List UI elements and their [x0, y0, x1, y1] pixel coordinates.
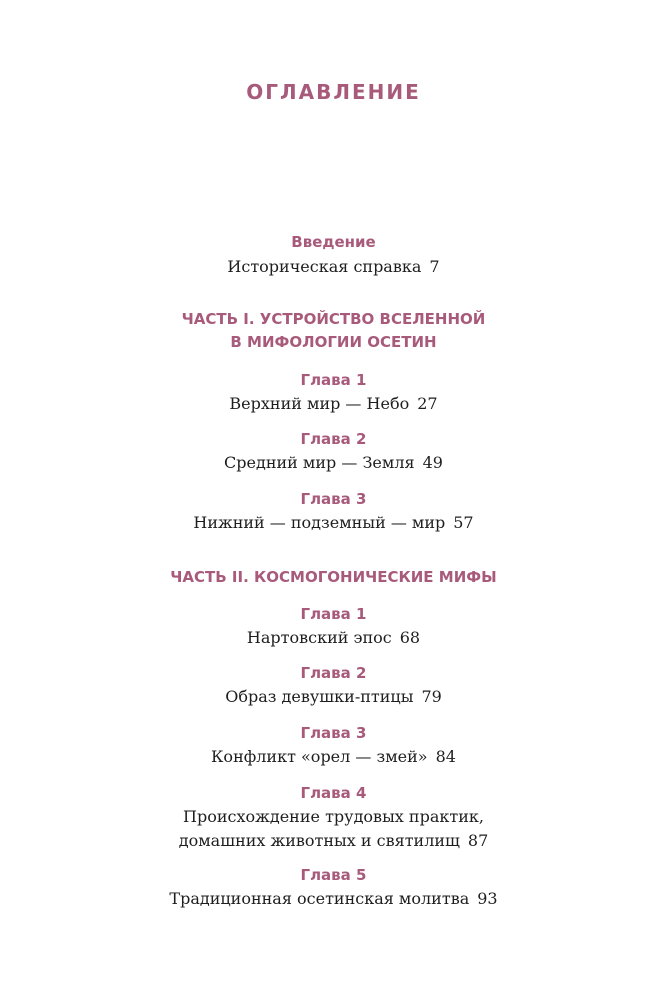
toc-entry[interactable]	[0, 451, 667, 475]
page-number: 49	[422, 453, 443, 472]
entry-title: Нижний — подземный — мир	[193, 513, 446, 532]
part-1-title	[0, 308, 667, 354]
chapter-heading: Глава 3	[300, 724, 367, 742]
entry-title: Верхний мир — Небо	[229, 394, 410, 413]
chapter-heading: Глава 4	[300, 784, 367, 802]
page-number: 7	[429, 257, 440, 276]
page-number: 84	[435, 747, 456, 766]
chapter-heading: Глава 5	[300, 866, 367, 884]
page-title: ОГЛАВЛЕНИЕ	[246, 80, 421, 104]
entry-title: Образ девушки-птицы	[225, 687, 414, 706]
chapter-heading: Глава 2	[300, 664, 367, 682]
part-title-line: ЧАСТЬ I. УСТРОЙСТВО ВСЕЛЕННОЙ	[181, 310, 486, 328]
chapter-heading: Глава 1	[300, 371, 367, 389]
toc-entry[interactable]	[0, 511, 667, 535]
page-number: 57	[453, 513, 474, 532]
page-number: 93	[477, 889, 498, 908]
toc-entry[interactable]	[0, 805, 667, 853]
toc-entry[interactable]	[0, 685, 667, 709]
entry-title-line: домашних животных и святилищ	[178, 831, 460, 850]
page-number: 87	[467, 831, 489, 850]
chapter-heading: Глава 3	[300, 490, 367, 508]
entry-title: Традиционная осетинская молитва	[169, 889, 470, 908]
intro-heading: Введение	[291, 233, 376, 251]
part-title-line: В МИФОЛОГИИ ОСЕТИН	[230, 333, 437, 351]
entry-title: Средний мир — Земля	[224, 453, 415, 472]
entry-title: Конфликт «орел — змей»	[211, 747, 428, 766]
chapter-heading: Глава 2	[300, 430, 367, 448]
toc-entry[interactable]	[0, 745, 667, 769]
part-2-title: ЧАСТЬ II. КОСМОГОНИЧЕСКИЕ МИФЫ	[170, 568, 497, 586]
toc-entry-intro[interactable]	[0, 255, 667, 279]
entry-title: Нартовский эпос	[246, 628, 392, 647]
toc-entry[interactable]	[0, 392, 667, 416]
page-number: 79	[421, 687, 442, 706]
toc-entry[interactable]	[0, 626, 667, 650]
toc-entry[interactable]	[0, 887, 667, 911]
entry-title: Историческая справка	[227, 257, 422, 276]
page-number: 27	[417, 394, 438, 413]
entry-title-line: Происхождение трудовых практик,	[183, 807, 484, 826]
chapter-heading: Глава 1	[300, 605, 367, 623]
page-number: 68	[399, 628, 421, 647]
